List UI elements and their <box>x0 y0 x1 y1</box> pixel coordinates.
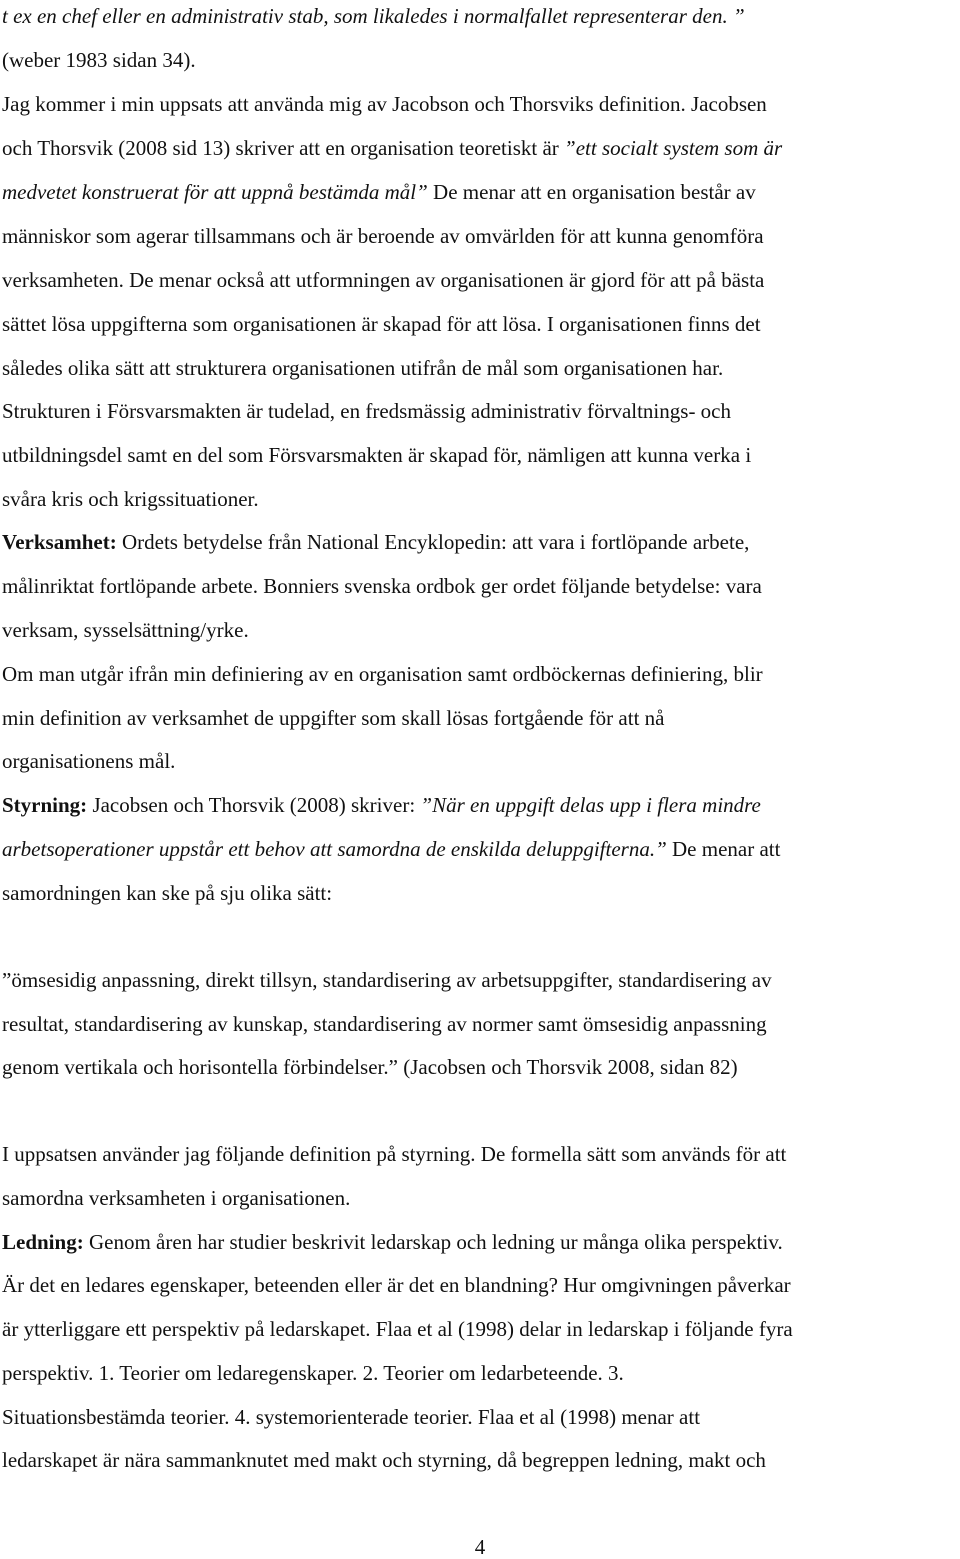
quote-text: ”ömsesidig anpassning, direkt tillsyn, standardisering av arbetsuppgifter, standardisering av <box>2 968 772 992</box>
text-line: Om man utgår ifrån min definiering av en organisation samt ordböckernas definiering, blir <box>2 662 763 686</box>
term-heading: Verksamhet: <box>2 530 117 554</box>
text-line: samordningen kan ske på sju olika sätt: <box>2 881 333 905</box>
text-line: verksam, sysselsättning/yrke. <box>2 618 249 642</box>
text-line: arbetsoperationer uppstår ett behov att samordna de enskilda deluppgifterna.” De menar att <box>2 837 781 861</box>
text-line: Jag kommer i min uppsats att använda mig av Jacobson och Thorsviks definition. Jacobsen <box>2 92 767 116</box>
text-line <box>2 4 745 28</box>
text-line: Ledning: Genom åren har studier beskrivit ledarskap och ledning ur många olika perspektiv. <box>2 1230 783 1254</box>
page-number: 4 <box>474 1535 486 1559</box>
citation-text: (weber 1983 sidan 34). <box>2 48 196 72</box>
text-line: människor som agerar tillsammans och är beroende av omvärlden för att kunna genomföra <box>2 224 764 248</box>
text-line: organisationens mål. <box>2 749 176 773</box>
text-line: genom vertikala och horisontella förbindelser.” (Jacobsen och Thorsvik 2008, sidan 82) <box>2 1055 738 1079</box>
quote-text: arbetsoperationer uppstår ett behov att samordna de enskilda deluppgifterna.” <box>2 837 667 861</box>
text-line: utbildningsdel samt en del som Försvarsmakten är skapad för, nämligen att kunna verka i <box>2 443 752 467</box>
text-line: Verksamhet: Ordets betydelse från National Encyklopedin: att vara i fortlöpande arbete, <box>2 530 750 554</box>
text-line: verksamheten. De menar också att utformningen av organisationen är gjord för att på bästa <box>2 268 765 292</box>
term-heading: Ledning: <box>2 1230 84 1254</box>
text-line: och Thorsvik (2008 sid 13) skriver att en organisation teoretiskt är ”ett socialt system som är <box>2 136 783 160</box>
term-heading: Styrning: <box>2 793 88 817</box>
text-line <box>2 48 196 72</box>
text-line: Styrning: Jacobsen och Thorsvik (2008) skriver: ”När en uppgift delas upp i flera mindre <box>2 793 761 817</box>
text-line: resultat, standardisering av kunskap, standardisering av normer samt ömsesidig anpassning <box>2 1012 767 1036</box>
text-line: Strukturen i Försvarsmakten är tudelad, en fredsmässig administrativ förvaltnings- och <box>2 399 732 423</box>
text-line: I uppsatsen använder jag följande definition på styrning. De formella sätt som används för att <box>2 1142 787 1166</box>
text-line: svåra kris och krigssituationer. <box>2 487 259 511</box>
text-line: medvetet konstruerat för att uppnå bestämda mål” De menar att en organisation består av <box>2 180 756 204</box>
text-line: ledarskapet är nära sammanknutet med makt och styrning, då begreppen ledning, makt och <box>2 1448 766 1472</box>
quote-text: t ex en chef eller en administrativ stab, som likaledes i normalfallet representerar den. ” <box>2 4 745 28</box>
text-line: Är det en ledares egenskaper, beteenden eller är det en blandning? Hur omgivningen påverkar <box>2 1273 791 1297</box>
text-line <box>2 968 772 992</box>
text-line: målinriktat fortlöpande arbete. Bonniers svenska ordbok ger ordet följande betydelse: vara <box>2 574 762 598</box>
text-line: Situationsbestämda teorier. 4. systemorienterade teorier. Flaa et al (1998) menar att <box>2 1405 701 1429</box>
text-line: min definition av verksamhet de uppgifter som skall lösas fortgående för att nå <box>2 706 665 730</box>
text-line: samordna verksamheten i organisationen. <box>2 1186 351 1210</box>
text-line: är ytterliggare ett perspektiv på ledarskapet. Flaa et al (1998) delar in ledarskap i följande fyra <box>2 1317 793 1341</box>
text-line: således olika sätt att strukturera organisationen utifrån de mål som organisationen har. <box>2 356 724 380</box>
quote-text: ”ett socialt system som är <box>564 136 783 160</box>
quote-text: medvetet konstruerat för att uppnå bestämda mål” <box>2 180 428 204</box>
quote-text: ”När en uppgift delas upp i flera mindre <box>420 793 761 817</box>
text-line: perspektiv. 1. Teorier om ledaregenskaper. 2. Teorier om ledarbeteende. 3. <box>2 1361 624 1385</box>
text-line: sättet lösa uppgifterna som organisationen är skapad för att lösa. I organisationen finns det <box>2 312 761 336</box>
